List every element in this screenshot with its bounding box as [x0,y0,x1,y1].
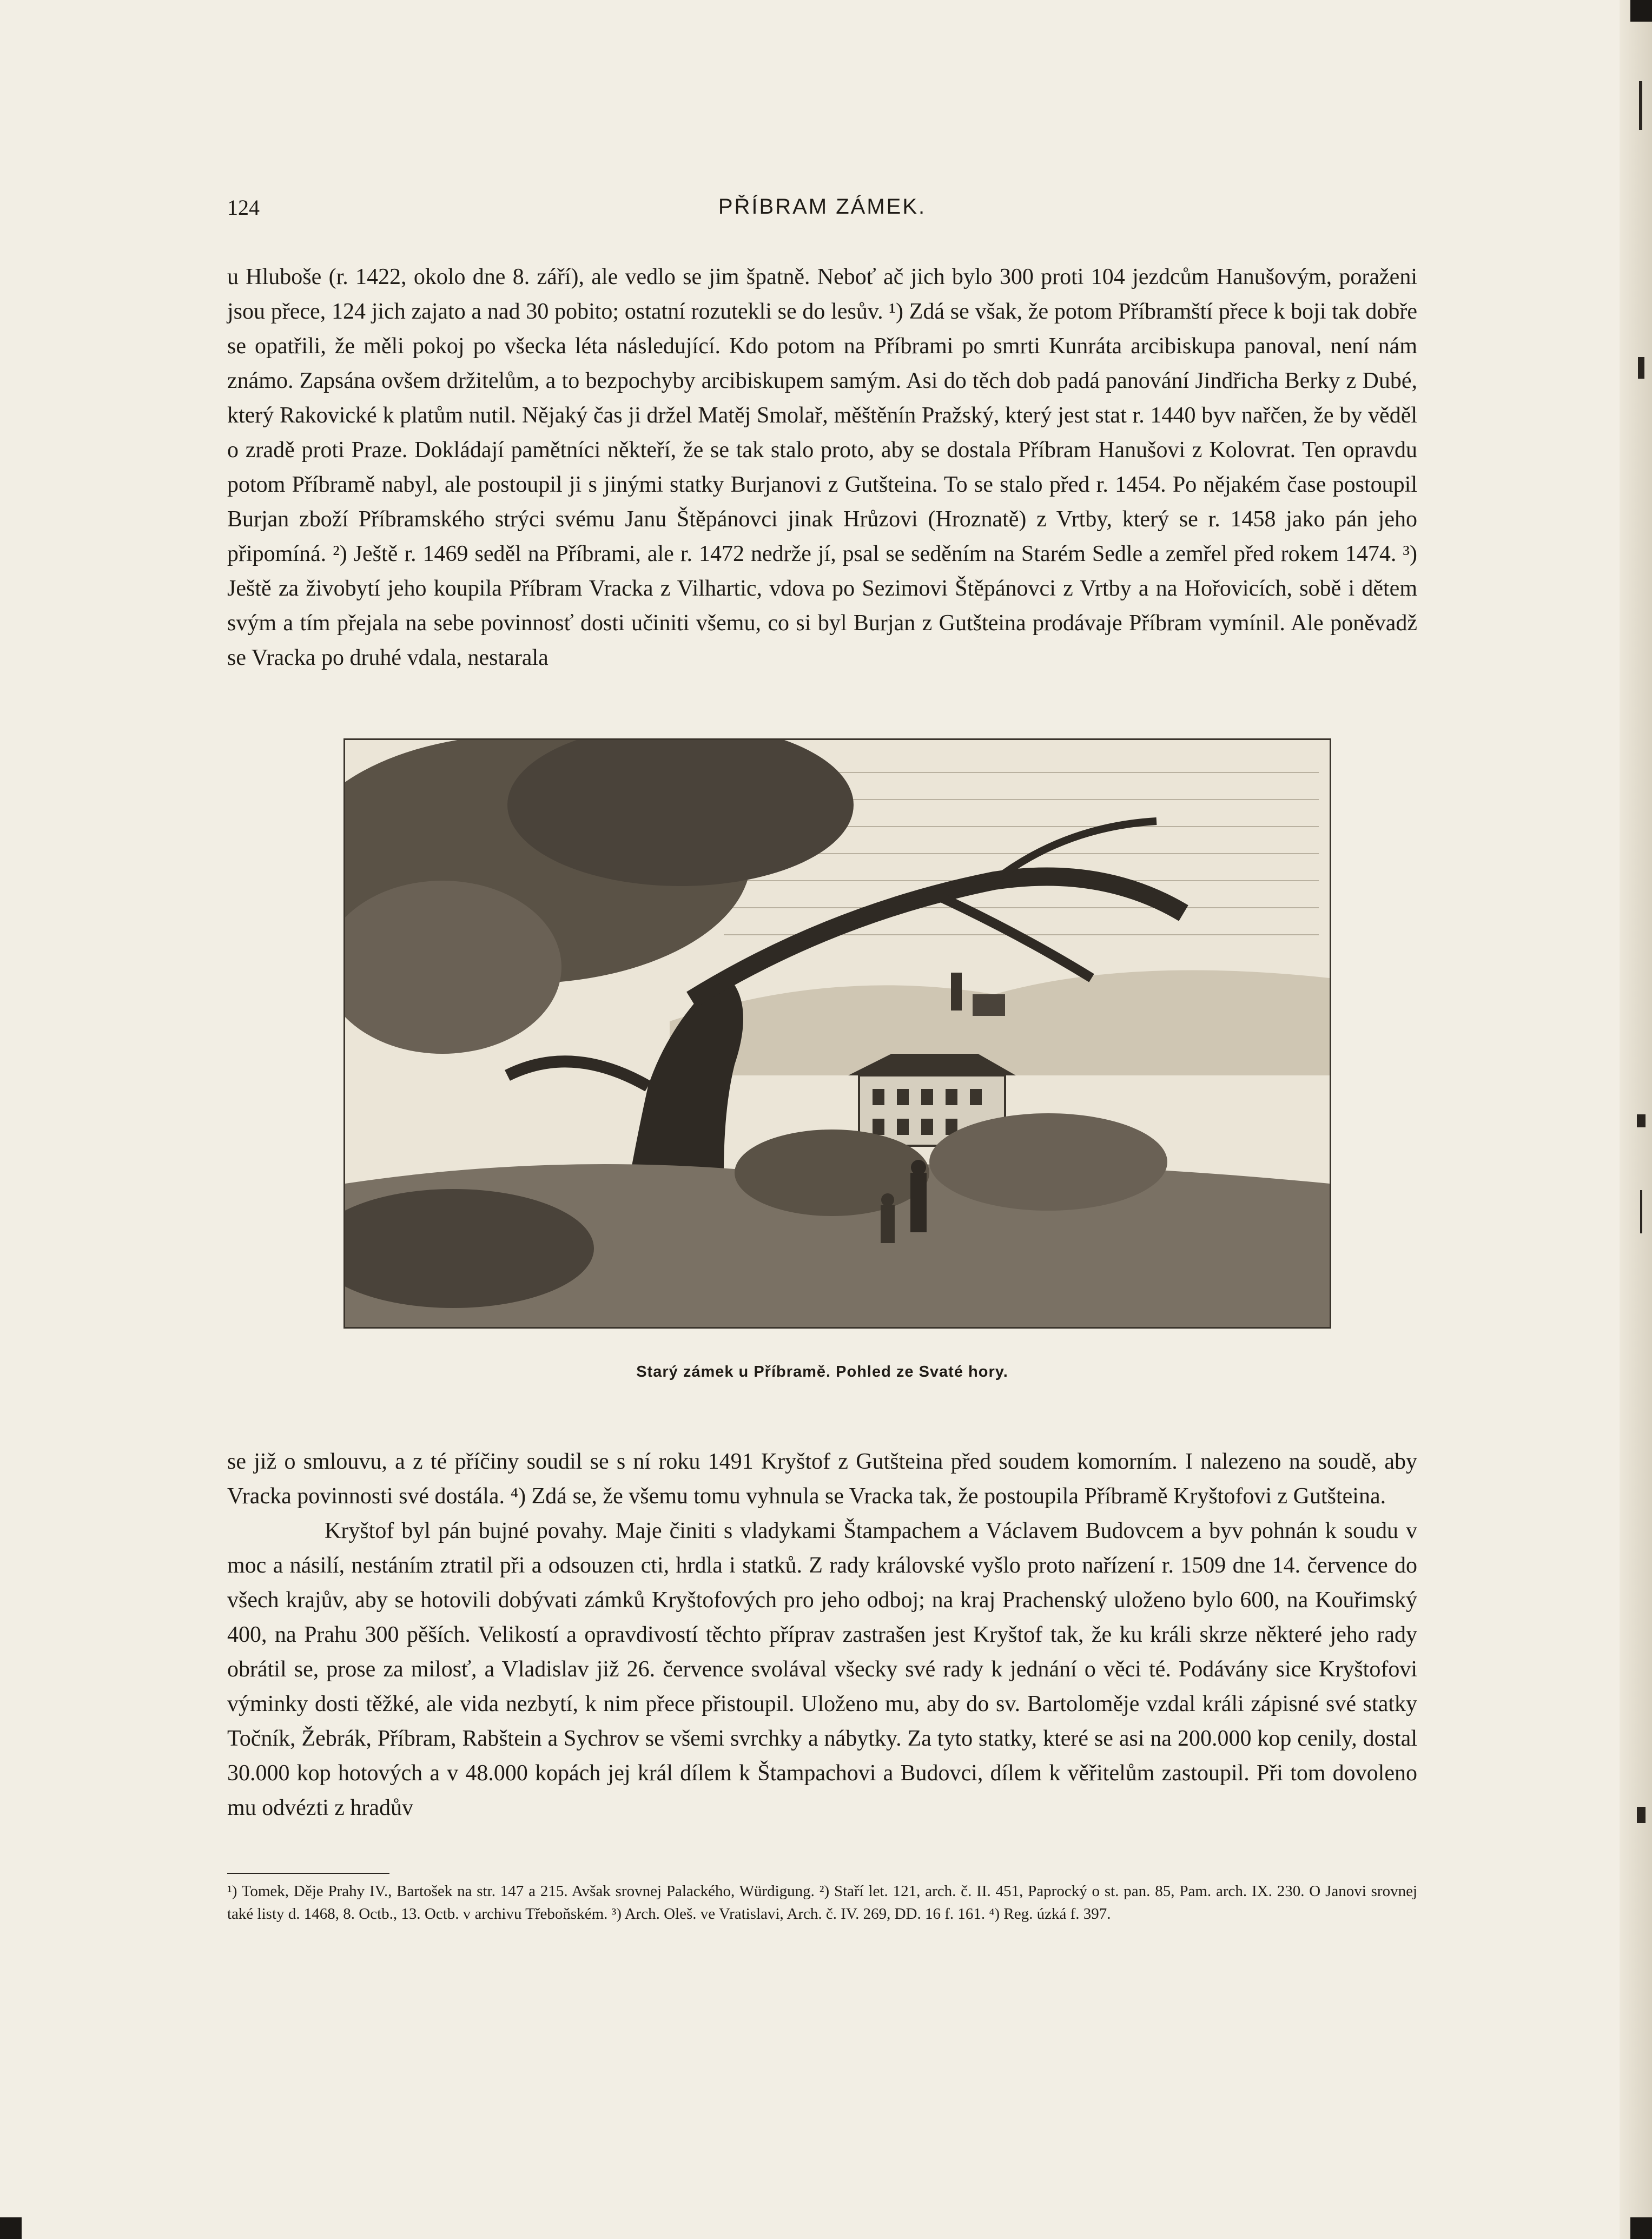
running-title: PŘÍBRAM ZÁMEK. [718,195,927,219]
body-text-bottom [227,1444,1417,1825]
footnote-text: ¹) Tomek, Děje Prahy IV., Bartošek na str. 147 a 215. Avšak srovnej Palackého, Würdigung. ²) Staří let. 121, arch. č. II. 451, Paprocký o st. pan. 85, Pam. arch. IX. 230. O Janovi srovnej také listy d. 1468, 8. Octb., 13. Octb. v archivu Třeboňském. ³) Arch. Oleš. ve Vratislavi, Arch. č. IV. 269, DD. 16 f. 161. ⁴) Reg. úzká f. 397. [227,1883,1417,1923]
scan-corner-mark [0,2217,22,2239]
body-text-top [227,260,1417,675]
scan-corner-mark [1630,0,1652,22]
engraving-image [345,740,1330,1327]
page-edge [1620,0,1652,2239]
scan-corner-mark [1630,2217,1652,2239]
footnotes [227,1880,1417,1925]
paragraph: Kryštof byl pán bujné povahy. Maje činiti s vladykami Štampachem a Václavem Budovcem a byv pohnán k soudu v moc a násilí, nestáním ztratil při a odsouzen cti, hrdla i statků. Z rady královské vyšlo proto nařízení r. 1509 dne 14. července do všech krajův, aby se hotovili dobývati zámků Kryštofových pro jeho odboj; na kraj Prachenský uloženo bylo 600, na Kouřimský 400, na Prahu 300 pěších. Velikostí a opravdivostí těchto příprav zastrašen jest Kryštof tak, že ku králi skrze některé jeho rady obrátil se, prose za milosť, a Vladislav již 26. července svolával všecky své rady k jednání o věci té. Podávány sice Kryštofovi výminky dosti těžké, ale vida nezbytí, k nim přece přistoupil. Uloženo mu, aby do sv. Bartoloměje vzdal králi zápisné své statky Točník, Žebrák, Příbram, Rabštein a Sychrov se všemi svrchky a nábytky. Za tyto statky, které se asi na 200.000 kop cenily, dostal 30.000 kop hotových a v 48.000 kopách jej král dílem k Štampachovi a Budovci, dílem k věřitelům zastoupil. Při tom dovoleno mu odvézti z hradův [227,1518,1417,1820]
page-number: 124 [227,195,260,220]
figure-caption: Starý zámek u Příbramě. Pohled ze Svaté hory. [636,1363,1008,1381]
paragraph: u Hluboše (r. 1422, okolo dne 8. září), ale vedlo se jim špatně. Neboť ač jich bylo 300 proti 104 jezdcům Hanušovým, poraženi jsou přece, 124 jich zajato a nad 30 pobito; ostatní rozutekli se do lesův. ¹) Zdá se však, že potom Příbramští přece k boji tak dobře se opatřili, že měli pokoj po všecka léta následující. Kdo potom na Příbrami po smrti Kunráta arcibiskupa panoval, není nám známo. Zapsána ovšem držitelům, a to bezpochyby arcibiskupem samým. Asi do těch dob padá panování Jindřicha Berky z Dubé, který Rakovické k platům nutil. Nějaký čas ji držel Matěj Smolař, měštěnín Pražský, který jest stat r. 1440 byv nařčen, že by věděl o zradě proti Praze. Dokládají pamětníci někteří, že se tak stalo proto, aby se dostala Příbram Hanušovi z Kolovrat. Ten opravdu potom Příbramě nabyl, ale postoupil ji s jinými statky Burjanovi z Gutšteina. To se stalo před r. 1454. Po nějakém čase postoupil Burjan zboží Příbramského strýci svému Janu Štěpánovci jinak Hrůzovi (Hroznatě) z Vrtby, který se r. 1458 jako pán jeho připomíná. ²) Ještě r. 1469 seděl na Příbrami, ale r. 1472 nedrže jí, psal se seděním na Starém Sedle a zemřel před rokem 1474. ³) Ještě za živobytí jeho koupila Příbram Vracka z Vilhartic, vdova po Sezimovi Štěpánovci z Vrtby a na Hořovicích, sobě i dětem svým a tím přejala na sebe povinnosť dosti učiniti všemu, co si byl Burjan z Gutšteina prodávaje Příbram vymínil. Ale poněvadž se Vracka po druhé vdala, nestarala [227,265,1417,670]
engraving-figure [343,738,1331,1329]
page-header [227,195,1417,227]
paragraph: se již o smlouvu, a z té příčiny soudil se s ní roku 1491 Kryštof z Gutšteina před soudem komorním. I nalezeno na soudě, aby Vracka povinnosti své dostála. ⁴) Zdá se, že všemu tomu vyhnula se Vracka tak, že postoupila Příbramě Kryštofovi z Gutšteina. [227,1449,1417,1509]
footnote-divider [227,1873,389,1874]
